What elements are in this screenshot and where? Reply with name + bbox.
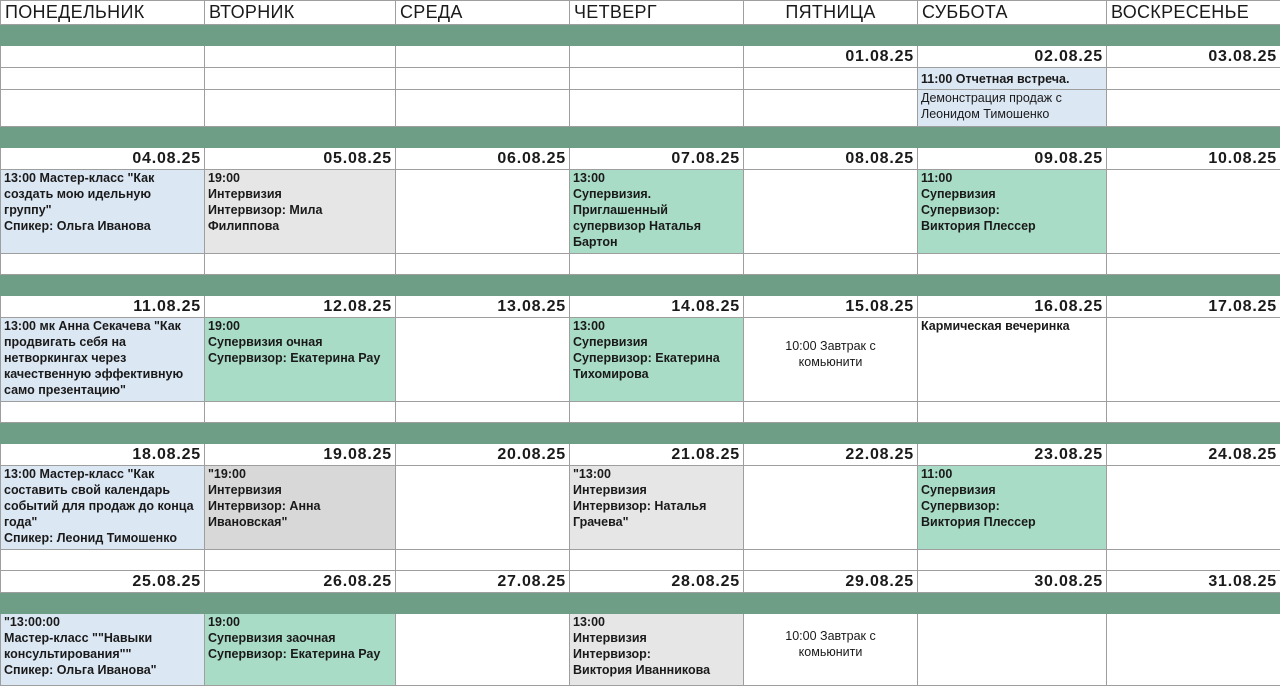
empty-cell[interactable] [570,254,744,275]
empty-cell[interactable] [1107,254,1280,275]
event-masterclass[interactable] [1,466,205,550]
date-cell[interactable]: 09.08.25 [918,148,1107,170]
empty-cell[interactable] [1107,550,1280,571]
event-reporting-meeting[interactable]: 11:00 Отчетная встреча. [918,68,1107,90]
event-line: 13:00 мк Анна Секачева "Как продвигать себя на нетворкингах через качественную эффективную само презентацию" [4,319,184,397]
empty-cell[interactable] [744,402,918,423]
date-cell[interactable]: 26.08.25 [205,571,396,593]
event-line: 13:00 [573,615,605,629]
empty-cell[interactable] [744,550,918,571]
event-intervision[interactable] [570,614,744,686]
empty-cell[interactable] [1,550,205,571]
event-cell[interactable] [396,318,570,402]
event-line: Интервизор: Анна Ивановская" [208,499,321,529]
empty-cell[interactable] [570,402,744,423]
event-cell[interactable] [744,90,918,127]
event-line: Супервизор: [921,203,1000,217]
date-cell[interactable]: 23.08.25 [918,444,1107,466]
event-line: Супервизия [573,335,648,349]
date-cell[interactable]: 16.08.25 [918,296,1107,318]
date-cell[interactable]: 12.08.25 [205,296,396,318]
empty-cell[interactable] [918,254,1107,275]
event-intervision[interactable] [205,170,396,254]
date-cell[interactable]: 21.08.25 [570,444,744,466]
event-cell[interactable] [1107,90,1280,127]
event-line: Супервизор: Екатерина Тихомирова [573,351,720,381]
event-row [1,466,1280,550]
event-line: "13:00:00 [4,615,60,629]
event-line: Виктория Иванникова [573,663,711,677]
empty-cell[interactable] [205,254,396,275]
date-cell[interactable]: 19.08.25 [205,444,396,466]
event-supervision[interactable] [918,170,1107,254]
date-cell[interactable]: 14.08.25 [570,296,744,318]
event-cell[interactable] [1107,170,1280,254]
event-line: Супервизия очная [208,335,323,349]
event-line: 10:00 Завтрак с комьюнити [785,338,876,369]
event-line: 11:00 [921,467,953,481]
event-line: Интервизия [573,483,647,497]
weekday-header-row [1,1,1280,25]
event-line: "19:00 [208,467,246,481]
event-cell[interactable] [1107,318,1280,402]
event-line: Интервизия [208,187,282,201]
empty-cell[interactable] [205,550,396,571]
date-cell[interactable]: 01.08.25 [744,46,918,68]
event-line: Интервизор: Мила Филиппова [208,203,323,233]
event-line: 19:00 [208,171,240,185]
event-cell[interactable] [396,614,570,686]
event-line: "13:00 [573,467,611,481]
event-cell[interactable] [396,68,570,90]
date-cell[interactable]: 25.08.25 [1,571,205,593]
event-line: Супервизия [921,483,996,497]
week-separator [1,127,1280,148]
event-cell[interactable] [918,614,1107,686]
event-cell[interactable] [396,90,570,127]
event-cell[interactable] [570,68,744,90]
date-cell[interactable]: 02.08.25 [918,46,1107,68]
date-cell[interactable]: 20.08.25 [396,444,570,466]
week-separator [1,275,1280,296]
event-cell[interactable] [1107,614,1280,686]
event-supervision[interactable] [570,170,744,254]
event-line: Супервизор: [921,499,1000,513]
date-cell[interactable]: 05.08.25 [205,148,396,170]
date-cell[interactable] [1,46,205,68]
event-karmic-party[interactable] [918,318,1107,402]
event-supervision[interactable] [205,318,396,402]
event-line: 10:00 Завтрак с комьюнити [785,628,876,659]
empty-cell[interactable] [918,402,1107,423]
date-cell[interactable]: 29.08.25 [744,571,918,593]
event-line: Мастер-класс ""Навыки консультирования"" [4,631,153,661]
header-monday[interactable]: ПОНЕДЕЛЬНИК [1,1,205,25]
header-sunday[interactable]: ВОСКРЕСЕНЬЕ [1107,1,1280,25]
event-row [1,614,1280,686]
event-line: Супервизия [921,187,996,201]
event-cell[interactable] [1107,466,1280,550]
event-line: Спикер: Ольга Иванова [4,219,151,233]
empty-cell[interactable] [1,254,205,275]
header-friday[interactable]: ПЯТНИЦА [744,1,918,25]
event-line: Супервизор: Екатерина Рау [208,351,381,365]
date-cell[interactable]: 24.08.25 [1107,444,1280,466]
event-line: Виктория Плессер [921,219,1036,233]
date-cell[interactable]: 22.08.25 [744,444,918,466]
empty-cell[interactable] [205,402,396,423]
event-cell[interactable] [396,170,570,254]
event-cell[interactable] [744,170,918,254]
empty-cell[interactable] [1107,402,1280,423]
event-line: Интервизор: [573,647,651,661]
event-line: 19:00 [208,319,240,333]
date-cell[interactable]: 11.08.25 [1,296,205,318]
empty-cell[interactable] [396,254,570,275]
event-line: Интервизия [208,483,282,497]
date-row [1,46,1280,68]
header-tuesday[interactable]: ВТОРНИК [205,1,396,25]
event-cell[interactable] [570,90,744,127]
week-separator [1,25,1280,46]
event-community-breakfast[interactable] [744,318,918,402]
date-cell[interactable]: 15.08.25 [744,296,918,318]
event-line: Виктория Плессер [921,515,1036,529]
event-line: Супервизия. [573,187,652,201]
header-thursday[interactable]: ЧЕТВЕРГ [570,1,744,25]
event-supervision[interactable] [570,318,744,402]
empty-cell[interactable] [396,550,570,571]
empty-cell[interactable] [1,402,205,423]
date-cell[interactable]: 31.08.25 [1107,571,1280,593]
header-saturday[interactable]: СУББОТА [918,1,1107,25]
event-row [1,68,1280,90]
date-cell[interactable]: 04.08.25 [1,148,205,170]
event-sales-demo[interactable]: Демонстрация продаж с Леонидом Тимошенко [918,90,1107,127]
event-line: Спикер: Леонид Тимошенко [4,531,177,545]
header-wednesday[interactable]: СРЕДА [396,1,570,25]
event-row [1,90,1280,127]
event-cell[interactable] [205,68,396,90]
date-cell[interactable]: 27.08.25 [396,571,570,593]
event-intervision[interactable] [205,466,396,550]
event-masterclass[interactable] [1,318,205,402]
date-row [1,444,1280,466]
event-cell[interactable] [396,466,570,550]
event-cell[interactable] [1,90,205,127]
event-line: 13:00 Мастер-класс "Как составить свой календарь событий для продаж до конца года" [4,467,194,529]
empty-cell[interactable] [570,550,744,571]
date-cell[interactable]: 18.08.25 [1,444,205,466]
empty-row [1,550,1280,571]
event-cell[interactable] [205,90,396,127]
event-line: Интервизор: Наталья Грачева" [573,499,707,529]
date-row [1,296,1280,318]
date-cell[interactable]: 03.08.25 [1107,46,1280,68]
event-line: 13:00 Мастер-класс "Как создать мою идельную группу" [4,171,155,217]
event-cell[interactable] [1,68,205,90]
date-cell[interactable]: 30.08.25 [918,571,1107,593]
event-line: Приглашенный супервизор Наталья Бартон [573,203,702,249]
event-line: Супервизия заочная [208,631,336,645]
empty-row [1,254,1280,275]
date-cell[interactable]: 17.08.25 [1107,296,1280,318]
empty-row [1,402,1280,423]
event-masterclass[interactable] [1,170,205,254]
event-line: Кармическая вечеринка [921,319,1070,333]
event-line: 13:00 [573,319,605,333]
date-cell[interactable]: 08.08.25 [744,148,918,170]
date-cell[interactable] [205,46,396,68]
event-intervision[interactable] [570,466,744,550]
event-row [1,170,1280,254]
event-supervision[interactable] [205,614,396,686]
date-cell[interactable]: 06.08.25 [396,148,570,170]
date-cell[interactable] [396,46,570,68]
event-line: 19:00 [208,615,240,629]
date-cell[interactable] [570,46,744,68]
empty-cell[interactable] [918,550,1107,571]
date-cell[interactable]: 10.08.25 [1107,148,1280,170]
event-line: Спикер: Ольга Иванова" [4,663,157,677]
week-separator [1,423,1280,444]
event-row [1,318,1280,402]
empty-cell[interactable] [744,254,918,275]
date-cell[interactable]: 13.08.25 [396,296,570,318]
date-cell[interactable]: 07.08.25 [570,148,744,170]
week-separator [1,593,1280,614]
date-row [1,148,1280,170]
event-cell[interactable] [1107,68,1280,90]
empty-cell[interactable] [396,402,570,423]
event-cell[interactable] [744,68,918,90]
event-line: Интервизия [573,631,647,645]
date-row [1,571,1280,593]
event-community-breakfast[interactable] [744,614,918,686]
event-line: 13:00 [573,171,605,185]
event-supervision[interactable] [918,466,1107,550]
event-cell[interactable] [744,466,918,550]
event-line: 11:00 [921,171,953,185]
event-masterclass[interactable] [1,614,205,686]
event-line: Супервизор: Екатерина Рау [208,647,381,661]
date-cell[interactable]: 28.08.25 [570,571,744,593]
